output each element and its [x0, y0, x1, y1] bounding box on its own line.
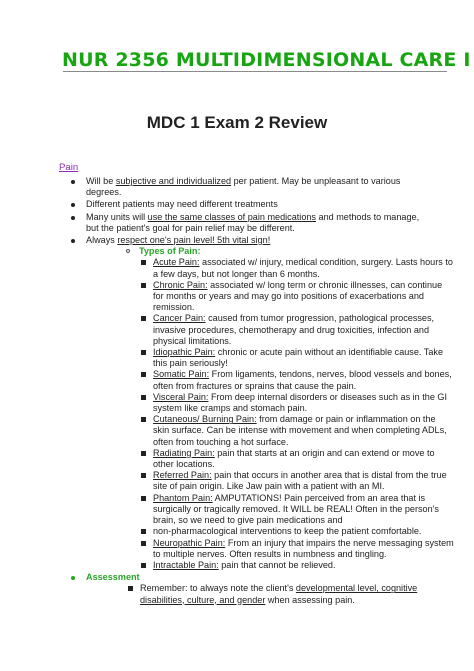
bullet-text: and methods to manage, but the patient's goal for pain relief may be different.: [86, 211, 420, 233]
pain-type-item: [139, 470, 454, 492]
square-bullet-icon: [141, 260, 146, 265]
pain-type-description: caused from tumor progression, pathological processes, invasive procedures, chemotherapy and drug toxicities, infection and physical limitations.: [153, 313, 435, 346]
assessment-item: [59, 572, 429, 606]
square-bullet-icon: [141, 541, 146, 546]
pain-type-description: From an injury that impairs the nerve messaging system to multiple nerves. Often results in numbness and tingling.: [153, 537, 454, 559]
list-item: [59, 212, 429, 234]
bullet-text: Many units will: [86, 211, 148, 222]
types-of-pain-heading-item: [126, 246, 454, 571]
pain-type-item: [139, 257, 454, 279]
pain-type-item: [139, 313, 454, 347]
pain-type-term: Radiating Pain:: [153, 447, 215, 458]
bullet-icon: [71, 203, 75, 207]
square-bullet-icon: [128, 586, 133, 591]
pain-type-term: Idiopathic Pain:: [153, 347, 216, 358]
bullet-underlined-text: use the same classes of pain medications: [147, 211, 316, 222]
square-bullet-icon: [141, 496, 146, 501]
pain-type-description: pain that occurs in another area that is distal from the true site of pain origin. Like Jaw pain with a patient with an MI.: [153, 470, 447, 492]
pain-bullet-list: [59, 176, 454, 607]
pain-type-term: Chronic Pain:: [153, 279, 208, 290]
square-bullet-icon: [141, 563, 146, 568]
pain-type-term: Neuropathic Pain:: [153, 537, 226, 548]
bullet-icon: [71, 180, 75, 184]
square-bullet-icon: [141, 283, 146, 288]
pain-type-item: [139, 493, 454, 527]
bullet-icon: [71, 216, 75, 220]
assessment-list: [126, 583, 426, 605]
bullet-underlined-text: subjective and individualized: [115, 176, 232, 186]
list-item: [59, 235, 454, 571]
pain-type-item: [139, 414, 454, 448]
pain-type-term: Intractable Pain:: [153, 559, 219, 570]
list-item: [59, 176, 429, 198]
assessment-underlined-text: developmental level, cognitive disabilities, culture, and gender: [140, 583, 418, 605]
pain-type-description: from damage or pain or inflammation on the skin surface. Can be intense with movement and when completing ADLs, often from touching a hot surface.: [153, 414, 447, 447]
pain-type-item: [139, 560, 454, 571]
pain-type-item: [139, 369, 454, 391]
pain-type-term: Acute Pain:: [153, 257, 200, 268]
square-bullet-icon: [141, 350, 146, 355]
pain-type-term: Cutaneous/ Burning Pain:: [153, 414, 257, 425]
types-of-pain-list: [126, 246, 454, 571]
assessment-list-item: [126, 583, 426, 605]
bullet-text: Different patients may need different treatments: [86, 199, 278, 210]
pain-type-item: [139, 526, 454, 537]
pain-type-item: [139, 392, 454, 414]
circle-bullet-icon: [126, 249, 130, 253]
pain-type-description: From deep internal disorders or diseases such as in the GI system like cramps and stomach pain.: [153, 391, 448, 414]
square-bullet-icon: [141, 372, 146, 377]
types-of-pain-heading: Types of Pain:: [139, 246, 201, 257]
bullet-underlined-text: respect one's pain level! 5th vital sign!: [117, 235, 271, 246]
assessment-heading: Assessment: [86, 572, 140, 583]
green-bullet-icon: [71, 576, 75, 580]
pain-type-term: Referred Pain:: [153, 470, 212, 481]
pain-type-description: chronic or acute pain without an identifiable cause. Take this pain seriously!: [153, 347, 444, 369]
bullet-text: per patient. May be unpleasant to various degrees.: [86, 176, 401, 198]
pain-type-item: [139, 538, 454, 560]
pain-type-description: non-pharmacological interventions to keep the patient comfortable.: [153, 526, 422, 537]
document-subtitle: MDC 1 Exam 2 Review: [146, 113, 328, 132]
bullet-text: Always: [86, 235, 118, 246]
pain-type-description: From ligaments, tendons, nerves, blood vessels and bones, often from fractures or sprains that cause the pain.: [153, 369, 452, 391]
square-bullet-icon: [141, 473, 146, 478]
pain-type-item: [139, 448, 454, 470]
pain-type-description: pain that cannot be relieved.: [218, 559, 336, 570]
assessment-text: Remember: to always note the client's: [140, 583, 296, 594]
square-bullet-icon: [141, 451, 146, 456]
pain-type-term: Visceral Pain:: [153, 391, 209, 402]
list-item: [59, 199, 429, 210]
section-heading-pain[interactable]: Pain: [59, 162, 79, 173]
pain-type-term: Somatic Pain:: [153, 369, 210, 380]
document-title: NUR 2356 MULTIDIMENSIONAL CARE I: [62, 49, 471, 71]
pain-type-description: pain that starts at an origin and can extend or move to other locations.: [153, 447, 435, 470]
pain-type-description: associated w/ long term or chronic illnesses, can continue for months or years and may go into positions of exacerbations and remission.: [153, 279, 443, 313]
bullet-text: Will be: [86, 176, 116, 186]
pain-type-item: [139, 280, 454, 314]
pain-type-term: Cancer Pain:: [153, 313, 206, 324]
pain-type-item: [139, 347, 454, 369]
assessment-text: when assessing pain.: [265, 594, 355, 605]
pain-type-description: AMPUTATIONS! Pain perceived from an area that is surgically or tragically removed. It WILL be REAL! Often in the person's brain, so we need to give pain medications and: [153, 492, 439, 526]
square-bullet-icon: [141, 417, 146, 422]
square-bullet-icon: [141, 316, 146, 321]
title-divider: [63, 71, 447, 72]
square-bullet-icon: [141, 395, 146, 400]
pain-type-description: associated w/ injury, medical condition, surgery. Lasts hours to a few days, but not longer than 6 months.: [153, 257, 453, 279]
square-bullet-icon: [141, 529, 146, 534]
pain-type-list: [139, 257, 454, 571]
pain-type-term: Phantom Pain:: [153, 492, 213, 503]
bullet-icon: [71, 239, 75, 243]
